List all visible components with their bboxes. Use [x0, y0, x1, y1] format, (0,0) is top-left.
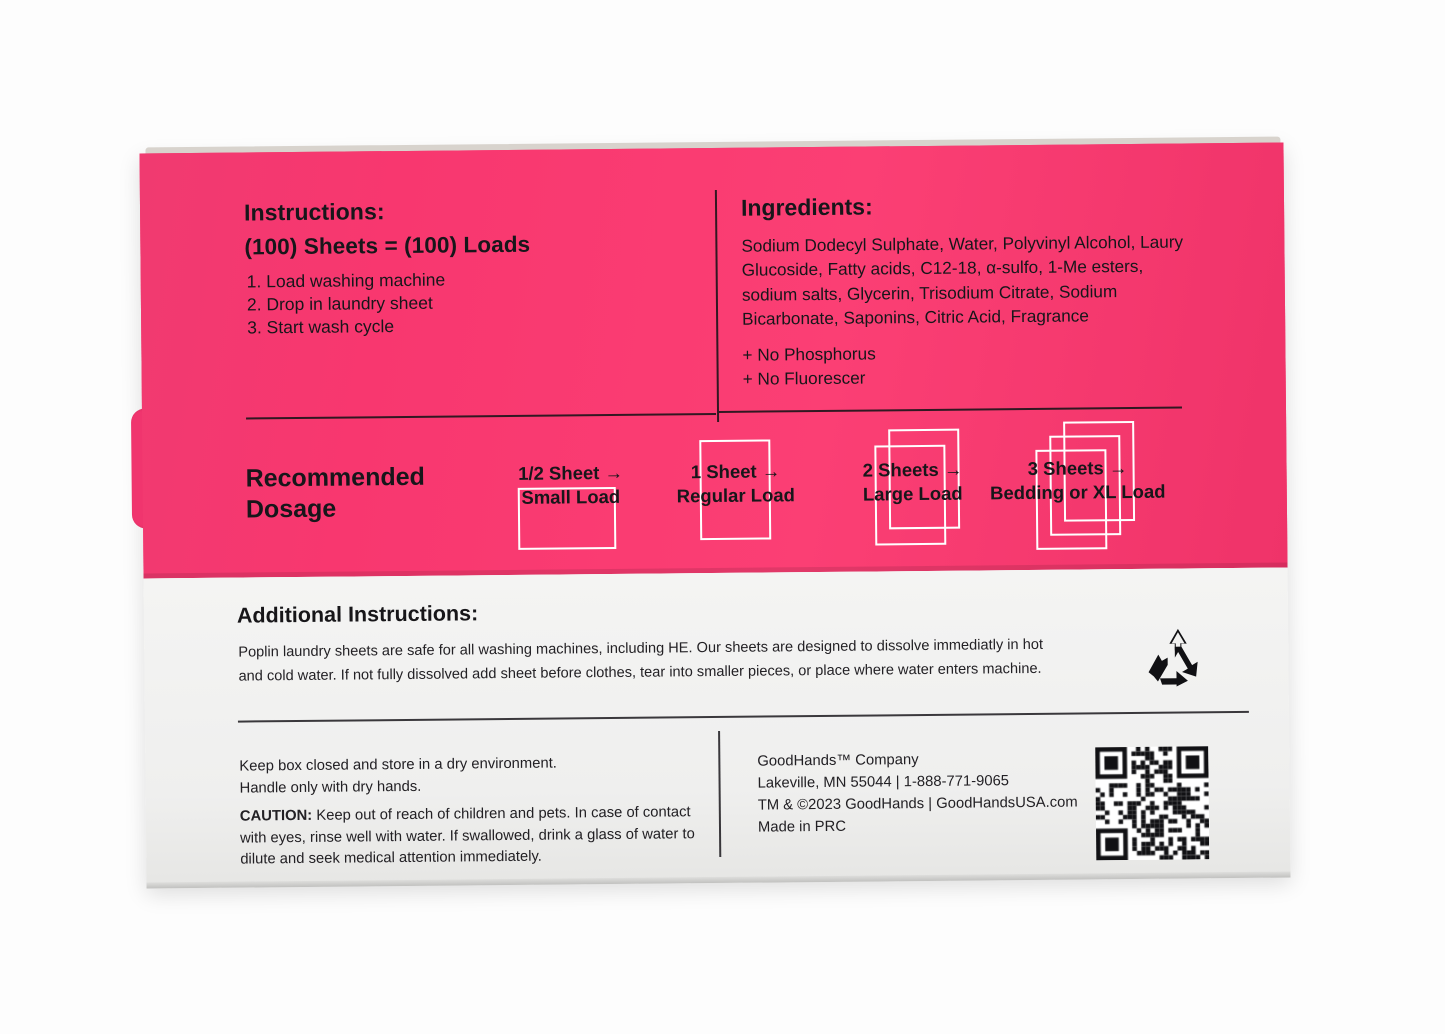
white-divider-horizontal — [238, 711, 1249, 723]
company-legal: TM & ©2023 GoodHands | GoodHandsUSA.com — [757, 794, 1078, 814]
dosage-item-1 — [500, 461, 640, 510]
dosage-amount: 3 Sheets → — [1027, 457, 1128, 479]
pink-panel — [139, 143, 1287, 579]
dosage-amount: 2 Sheets → — [862, 458, 963, 481]
instructions-title: Instructions: — [243, 198, 385, 226]
dosage-title-line1: Recommended — [245, 462, 425, 493]
claim-no-fluorescer: + No Fluorescer — [742, 367, 866, 389]
dosage-amount: 1 Sheet → — [690, 460, 781, 483]
panel-divider-vertical — [715, 190, 719, 422]
company-origin: Made in PRC — [757, 818, 847, 836]
additional-instructions-title: Additional Instructions: — [236, 601, 479, 628]
caution-text: Keep out of reach of children and pets. In case of contact with eyes, rinse well with water. If swallowed, drink a glass of water to dilute and seek medical attention immediately. — [239, 804, 695, 868]
dosage-load: Large Load — [862, 482, 963, 505]
dosage-item-2 — [660, 459, 810, 508]
ingredients-list: Sodium Dodecyl Sulphate, Water, Polyvinyl Alcohol, Laury Glucoside, Fatty acids, C12-18, α-sulfo, 1-Me esters, sodium salts, Glycerin, Trisodium Citrate, Sodium Bicarbonate, Saponins, Citric Acid, Fragrance — [741, 231, 1184, 329]
company-address: Lakeville, MN 55044 | 1-888-771-9065 — [757, 773, 1010, 792]
dosage-load: Regular Load — [676, 484, 796, 507]
dosage-item-4 — [962, 455, 1192, 505]
panel-divider-right — [719, 407, 1182, 413]
instructions-step: 3. Start wash cycle — [247, 316, 395, 338]
panel-divider-left — [246, 413, 716, 420]
qr-code — [1095, 746, 1209, 860]
instructions-step: 2. Drop in laundry sheet — [246, 292, 433, 315]
dosage-load: Small Load — [521, 485, 621, 508]
dosage-title-line2: Dosage — [245, 494, 337, 524]
laundry-sheet-box — [139, 143, 1290, 889]
white-panel — [144, 568, 1291, 889]
claim-no-phosphorus: + No Phosphorus — [742, 343, 876, 365]
recycle-icon — [1144, 626, 1213, 689]
white-divider-vertical — [718, 731, 721, 857]
caution-label: CAUTION: — [239, 807, 313, 825]
instructions-steps — [247, 269, 446, 340]
dosage-title — [245, 462, 425, 526]
storage-line-1: Keep box closed and store in a dry environment. — [239, 755, 557, 775]
company-name: GoodHands™ Company — [757, 752, 919, 770]
dosage-amount: 1/2 Sheet → — [518, 461, 624, 484]
storage-instructions — [239, 753, 557, 800]
instructions-step: 1. Load washing machine — [246, 269, 446, 292]
instructions-subtitle: (100) Sheets = (100) Loads — [244, 231, 531, 260]
caution-block — [240, 802, 696, 871]
ingredients-claims — [742, 341, 876, 390]
ingredients-title: Ingredients: — [740, 193, 873, 221]
storage-line-2: Handle only with dry hands. — [239, 778, 422, 797]
dosage-load: Bedding or XL Load — [989, 480, 1166, 504]
additional-instructions-body: Poplin laundry sheets are safe for all washing machines, including HE. Our sheets are designed to dissolve immediatly in hot and cold water. If not fully dissolved add sheet before clothes, tear into smaller pieces, or place where water enters machine. — [238, 636, 1044, 685]
company-block — [757, 748, 1078, 839]
